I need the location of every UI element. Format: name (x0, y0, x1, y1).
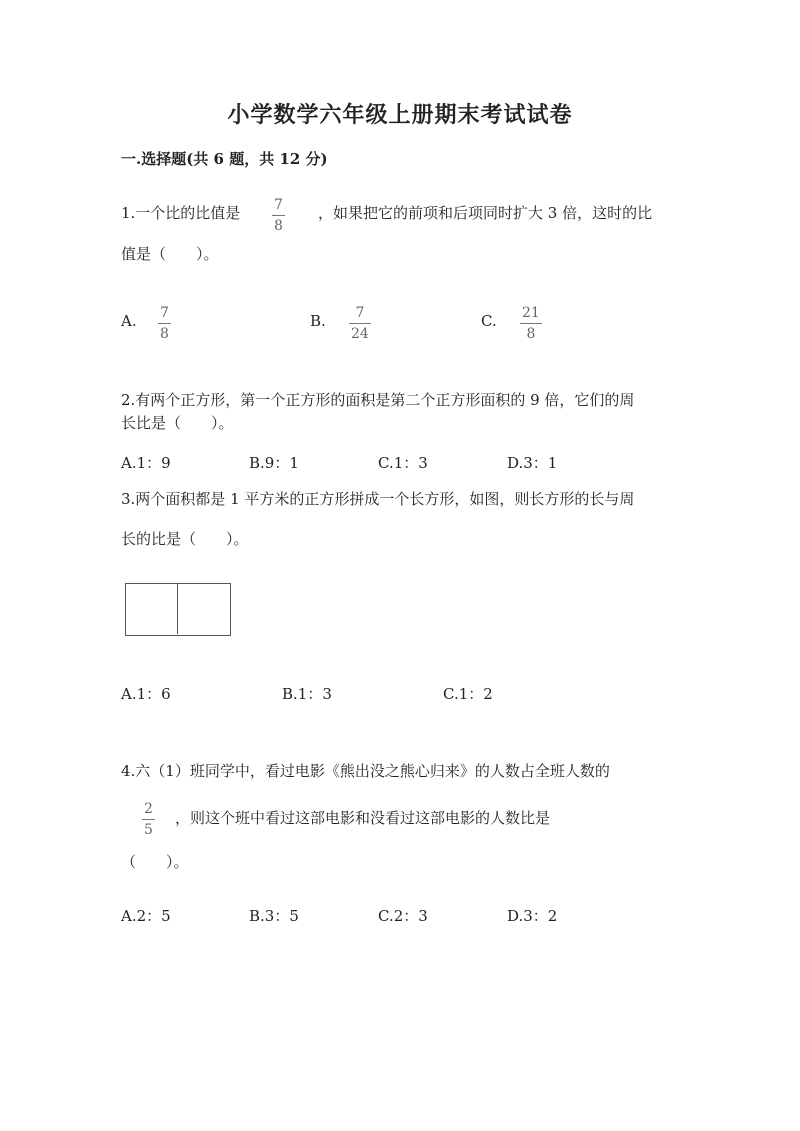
page-title: 小学数学六年级上册期末考试试卷 (227, 102, 573, 128)
q1-option-b-fraction (349, 305, 371, 342)
q2-option-c: C.1：3 (378, 454, 428, 472)
q1-option-a-label: A. (121, 312, 137, 330)
section-heading: 一.选择题(共 6 题，共 12 分) (121, 150, 328, 168)
q1-line2: 值是（ ）。 (121, 245, 219, 263)
rectangle-divider (177, 583, 178, 634)
q4-fraction (142, 801, 155, 838)
q2-line2: 长比是（ ）。 (121, 414, 234, 432)
q1-suffix: ，如果把它的前项和后项同时扩大 3 倍，这时的比 (318, 204, 653, 222)
option-a-numerator: 7 (160, 305, 169, 321)
q4-option-c: C.2：3 (378, 907, 428, 925)
option-b-numerator: 7 (355, 305, 365, 321)
q1-option-c-fraction (520, 305, 542, 342)
option-c-numerator: 21 (522, 305, 540, 321)
q4-line3: （ ）。 (121, 853, 189, 871)
q2-option-b: B.9：1 (249, 454, 299, 472)
q4-line2: ，则这个班中看过这部电影和没看过这部电影的人数比是 (175, 809, 551, 827)
q1-option-b-label: B. (310, 312, 326, 330)
q3-option-b: B.1：3 (282, 685, 332, 703)
q1-fraction-numerator: 7 (274, 197, 283, 213)
fraction-bar (349, 323, 371, 324)
q1-fraction-denominator: 8 (274, 218, 283, 234)
q4-line1: 4.六（1）班同学中，看过电影《熊出没之熊心归来》的人数占全班人数的 (121, 762, 610, 780)
option-c-denominator: 8 (526, 326, 536, 342)
rectangle-figure (125, 583, 231, 636)
q2-option-a: A.1：9 (121, 454, 171, 472)
q4-option-b: B.3：5 (249, 907, 299, 925)
q4-fraction-denominator: 5 (144, 822, 153, 838)
q4-option-d: D.3：2 (507, 907, 558, 925)
q3-option-c: C.1：2 (443, 685, 493, 703)
q3-line2: 长的比是（ ）。 (121, 530, 249, 548)
fraction-bar (520, 323, 542, 324)
option-a-denominator: 8 (160, 326, 169, 342)
fraction-bar (158, 323, 171, 324)
fraction-bar (272, 215, 285, 216)
q2-line1: 2.有两个正方形，第一个正方形的面积是第二个正方形面积的 9 倍，它们的周 (121, 391, 635, 409)
q1-prefix: 1.一个比的比值是 (121, 204, 241, 222)
q2-option-d: D.3：1 (507, 454, 558, 472)
fraction-bar (142, 819, 155, 820)
q4-option-a: A.2：5 (121, 907, 171, 925)
q3-option-a: A.1：6 (121, 685, 171, 703)
q3-line1: 3.两个面积都是 1 平方米的正方形拼成一个长方形，如图，则长方形的长与周 (121, 490, 635, 508)
option-b-denominator: 24 (351, 326, 369, 342)
q1-fraction (272, 197, 285, 234)
q1-option-a-fraction (158, 305, 171, 342)
q4-fraction-numerator: 2 (144, 801, 153, 817)
q1-option-c-label: C. (481, 312, 497, 330)
